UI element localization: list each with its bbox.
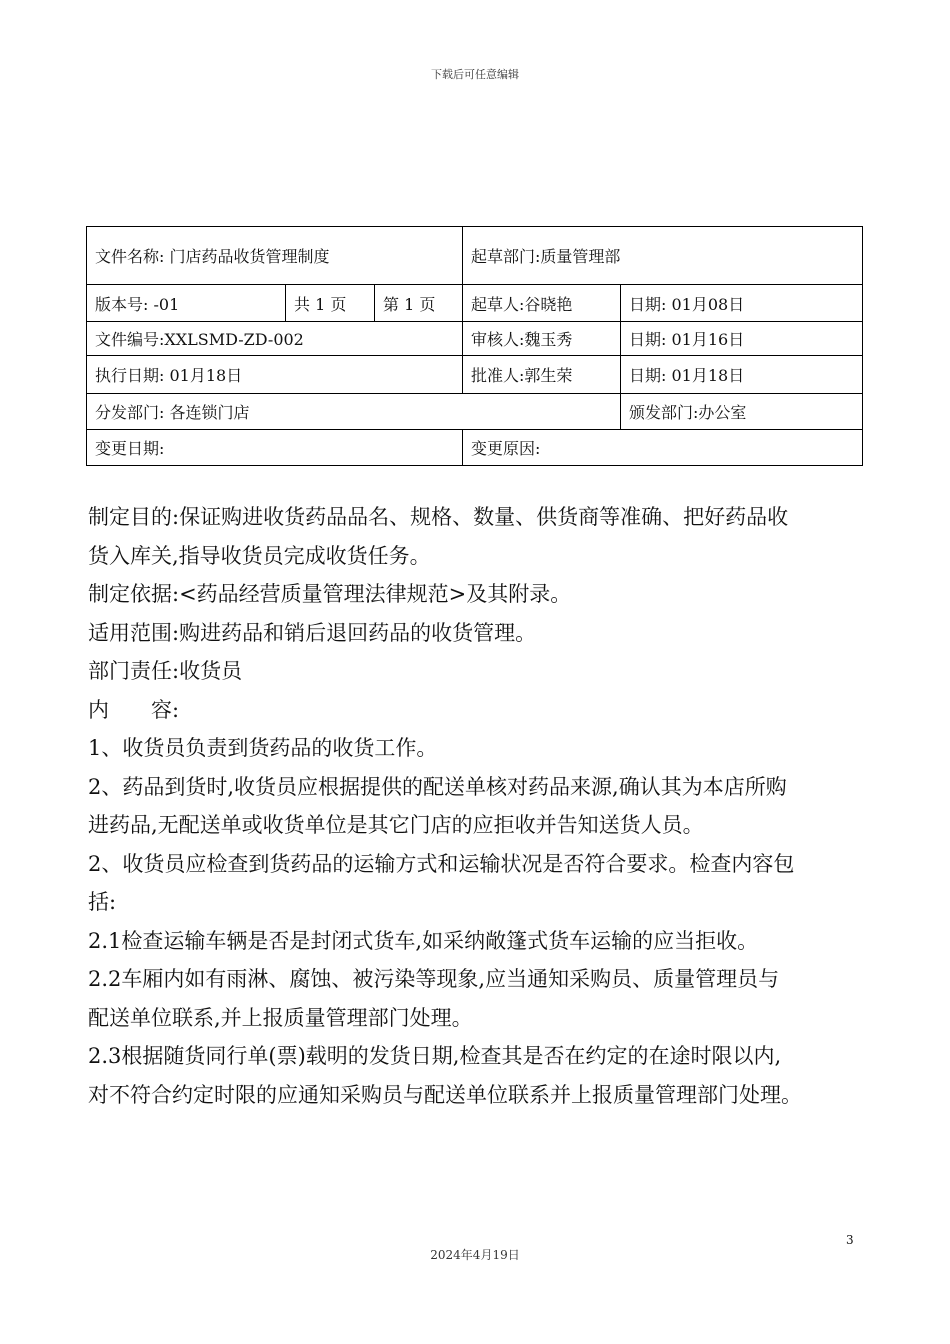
file-name-cell: 文件名称: 门店药品收货管理制度 xyxy=(87,227,463,285)
body-line: 适用范围:购进药品和销后退回药品的收货管理。 xyxy=(88,620,537,645)
approver-cell: 批准人:郭生荣 xyxy=(463,356,621,394)
file-no-cell: 文件编号:XXLSMD-ZD-002 xyxy=(87,322,463,356)
change-date-cell: 变更日期: xyxy=(87,430,463,466)
table-row xyxy=(87,285,863,322)
table-row xyxy=(87,227,863,285)
body-line: 1、收货员负责到货药品的收货工作。 xyxy=(88,736,438,760)
draft-dept-cell: 起草部门:质量管理部 xyxy=(463,227,863,285)
drafter-cell: 起草人:谷晓艳 xyxy=(463,285,621,322)
document-control-table xyxy=(86,226,863,466)
effective-date-cell: 执行日期: 01月18日 xyxy=(87,356,463,394)
table-row xyxy=(87,430,863,466)
body-line: 制定目的:保证购进收货药品品名、规格、数量、供货商等准确、把好药品收 xyxy=(88,505,789,529)
body-line: 货入库关,指导收货员完成收货任务。 xyxy=(88,543,431,568)
body-line: 对不符合约定时限的应通知采购员与配送单位联系并上报质量管理部门处理。 xyxy=(88,1082,802,1107)
body-line: 2.2车厢内如有雨淋、腐蚀、被污染等现象,应当通知采购员、质量管理员与 xyxy=(88,967,780,991)
review-date-cell: 日期: 01月16日 xyxy=(621,322,863,356)
page-number: 3 xyxy=(846,1233,854,1247)
table-row xyxy=(87,394,863,430)
body-line: 配送单位联系,并上报质量管理部门处理。 xyxy=(88,1005,473,1030)
draft-date-cell: 日期: 01月08日 xyxy=(621,285,863,322)
change-reason-cell: 变更原因: xyxy=(463,430,863,466)
body-line: 2.1检查运输车辆是否是封闭式货车,如采纳敞篷式货车运输的应当拒收。 xyxy=(88,928,759,953)
distribution-cell: 分发部门: 各连锁门店 xyxy=(87,394,621,430)
page-header-note: 下载后可任意编辑 xyxy=(431,68,519,81)
body-line: 进药品,无配送单或收货单位是其它门店的应拒收并告知送货人员。 xyxy=(88,813,704,837)
approve-date-cell: 日期: 01月18日 xyxy=(621,356,863,394)
table-row xyxy=(87,356,863,394)
body-line: 制定依据:<药品经营质量管理法律规范>及其附录。 xyxy=(88,582,572,606)
page-no-cell: 第 1 页 xyxy=(375,285,463,322)
document-body xyxy=(88,498,868,1114)
table-row xyxy=(87,322,863,356)
body-line: 2.3根据随货同行单(票)载明的发货日期,检查其是否在约定的在途时限以内, xyxy=(88,1044,782,1068)
body-line: 内 容: xyxy=(88,697,180,722)
version-cell: 版本号: -01 xyxy=(87,285,286,322)
reviewer-cell: 审核人:魏玉秀 xyxy=(463,322,621,356)
issuer-cell: 颁发部门:办公室 xyxy=(621,394,863,430)
body-line: 2、收货员应检查到货药品的运输方式和运输状况是否符合要求。检查内容包 xyxy=(88,851,795,876)
body-line: 2、药品到货时,收货员应根据提供的配送单核对药品来源,确认其为本店所购 xyxy=(88,774,787,799)
body-line: 部门责任:收货员 xyxy=(88,659,243,683)
footer-date: 2024年4月19日 xyxy=(430,1248,520,1262)
total-pages-cell: 共 1 页 xyxy=(286,285,375,322)
body-line: 括: xyxy=(88,890,117,914)
